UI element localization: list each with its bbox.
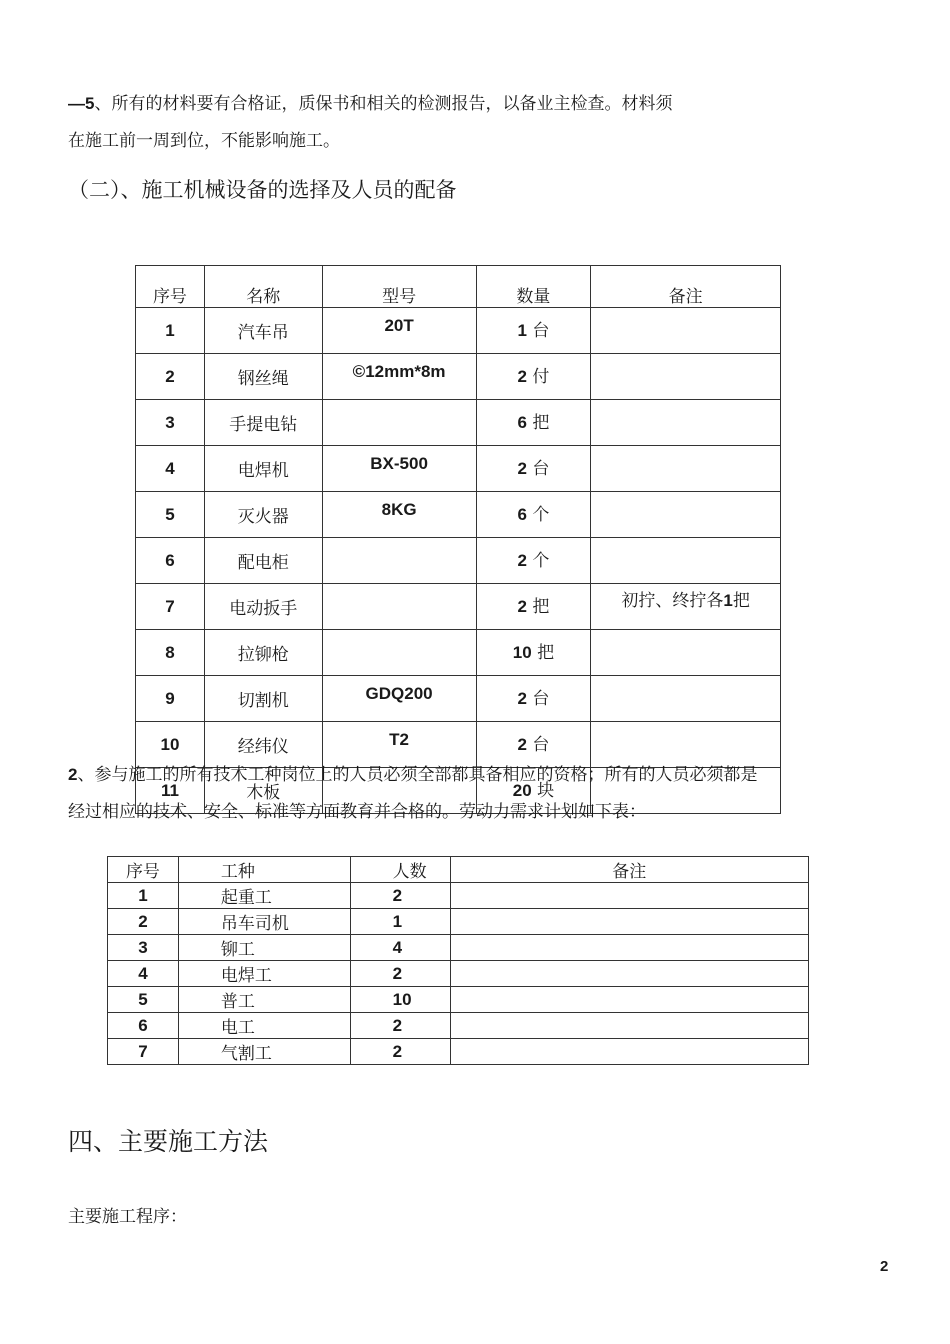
table-row: 4 电焊工 2 xyxy=(108,961,809,987)
header-cell: 人数 xyxy=(350,857,450,883)
table-row: 7 气割工 2 xyxy=(108,1039,809,1065)
header-cell: 名称 xyxy=(204,266,322,308)
table-row: 9 切割机 GDQ200 2 台 xyxy=(136,676,781,722)
page-number: 2 xyxy=(880,1258,889,1275)
material-paragraph-line2: 在施工前一周到位，不能影响施工。 xyxy=(68,131,340,151)
header-cell: 备注 xyxy=(450,857,808,883)
header-cell: 工种 xyxy=(178,857,350,883)
material-paragraph-line1: —5、所有的材料要有合格证，质保书和相关的检测报告，以备业主检查。材料须 xyxy=(68,94,673,114)
table-row: 3 手提电钻 6 把 xyxy=(136,400,781,446)
item-number: 2 xyxy=(68,765,78,784)
table-row: 2 吊车司机 1 xyxy=(108,909,809,935)
table-row: 8 拉铆枪 10 把 xyxy=(136,630,781,676)
table-row: 11 木板 20 块 xyxy=(136,768,781,814)
procedure-label: 主要施工程序： xyxy=(68,1207,187,1227)
header-cell: 备注 xyxy=(591,266,781,308)
labor-table xyxy=(107,856,809,1065)
table-row: 6 电工 2 xyxy=(108,1013,809,1039)
table-row: 2 钢丝绳 ©12mm*8m 2 付 xyxy=(136,354,781,400)
personnel-paragraph-line2: 经过相应的技术、安全、标准等方面教育并合格的。劳动力需求计划如下表： xyxy=(68,802,646,822)
equipment-table xyxy=(135,265,781,814)
table-row: 3 铆工 4 xyxy=(108,935,809,961)
table-row: 6 配电柜 2 个 xyxy=(136,538,781,584)
table-row: 5 灭火器 8KG 6 个 xyxy=(136,492,781,538)
table-row: 5 普工 10 xyxy=(108,987,809,1013)
table-row: 4 电焊机 BX-500 2 台 xyxy=(136,446,781,492)
section-heading-methods: 四、主要施工方法 xyxy=(68,1127,269,1156)
table-row: 1 汽车吊 20T 1 台 xyxy=(136,308,781,354)
table-header-row xyxy=(136,266,781,308)
table-header-row xyxy=(108,857,809,883)
header-cell: 序号 xyxy=(136,266,205,308)
header-cell: 数量 xyxy=(476,266,591,308)
table-row: 1 起重工 2 xyxy=(108,883,809,909)
table-row: 7 电动扳手 2 把 初拧、终拧各1把 xyxy=(136,584,781,630)
header-cell: 序号 xyxy=(108,857,179,883)
header-cell: 型号 xyxy=(322,266,476,308)
table-row: 10 经纬仪 T2 2 台 xyxy=(136,722,781,768)
note-cell: 初拧、终拧各1把 xyxy=(591,584,781,630)
item-number: —5 xyxy=(68,94,95,113)
personnel-paragraph-line1: 2、参与施工的所有技术工种岗位上的人员必须全部都具备相应的资格；所有的人员必须都是 xyxy=(68,765,758,785)
section-heading-equipment: （二）、施工机械设备的选择及人员的配备 xyxy=(68,178,457,202)
